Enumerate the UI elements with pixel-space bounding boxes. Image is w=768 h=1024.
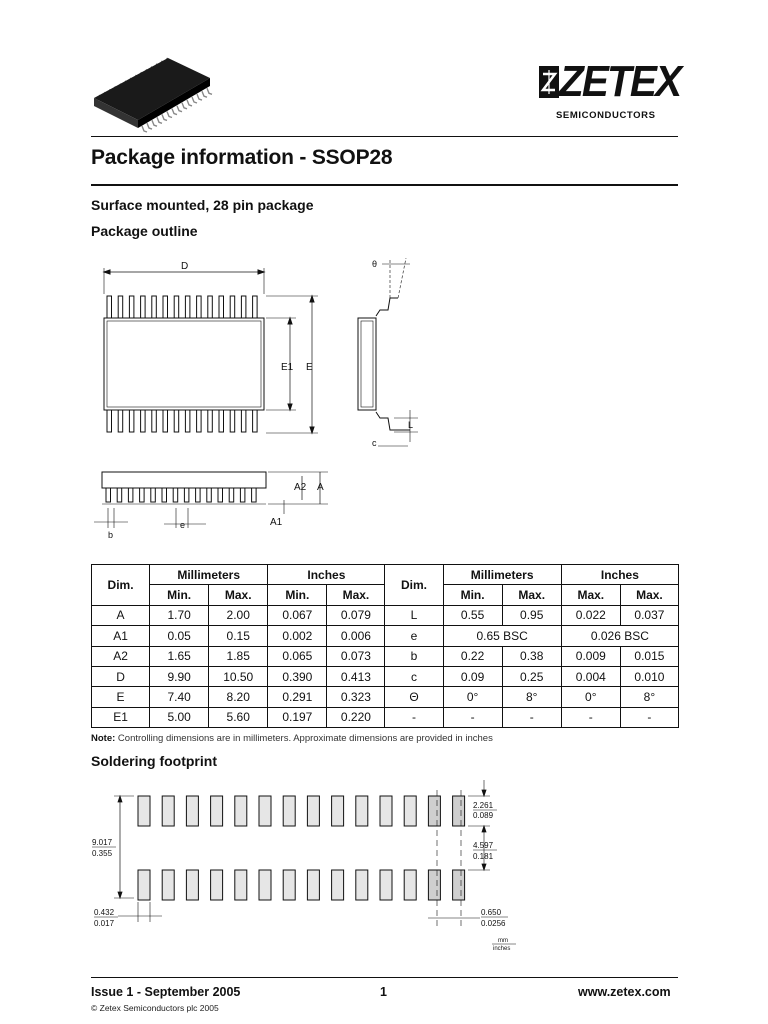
table-row <box>92 626 679 646</box>
header-max: Max. <box>327 585 385 605</box>
top-view-pin <box>118 410 123 432</box>
footprint-pad <box>211 796 223 826</box>
table-cell: A <box>92 605 150 625</box>
top-view-pin <box>152 296 157 318</box>
top-view-pin <box>163 410 168 432</box>
header-max: Max. <box>620 585 678 605</box>
header-rule-thick <box>91 184 678 186</box>
table-cell: 1.70 <box>150 605 209 625</box>
table-cell: e <box>385 626 443 646</box>
table-cell: 0.323 <box>327 687 385 707</box>
table-cell: 0.38 <box>502 646 561 666</box>
package-subtitle: Surface mounted, 28 pin package <box>91 197 314 213</box>
top-view-pin <box>241 296 246 318</box>
table-cell: 0° <box>561 687 620 707</box>
footprint-pad <box>404 796 416 826</box>
table-cell: 0.65 BSC <box>443 626 561 646</box>
header-dim-2: Dim. <box>385 565 443 606</box>
table-cell: 10.50 <box>209 666 268 686</box>
table-cell: - <box>561 707 620 727</box>
table-cell: - <box>385 707 443 727</box>
footprint-pad <box>307 796 319 826</box>
table-row <box>92 666 679 686</box>
chip-pin <box>197 94 202 100</box>
table-cell: L <box>385 605 443 625</box>
table-cell: 0.05 <box>150 626 209 646</box>
unit-inches: inches <box>493 946 511 952</box>
footprint-pad <box>235 796 247 826</box>
label-pad-w-mm: 0.432 <box>94 908 115 917</box>
footer-page-number: 1 <box>380 985 387 999</box>
table-cell: 0.006 <box>327 626 385 646</box>
table-cell: A2 <box>92 646 150 666</box>
label-gap-in: 0.181 <box>473 852 494 861</box>
outline-heading: Package outline <box>91 223 198 239</box>
top-view-pin <box>129 296 134 318</box>
header-rule-thin <box>91 136 678 137</box>
front-view-pin <box>207 488 212 502</box>
chip-pin <box>182 103 187 109</box>
front-view-pin <box>162 488 167 502</box>
top-view-pin <box>185 410 190 432</box>
footprint-pad <box>138 870 150 900</box>
footprint-pad <box>404 870 416 900</box>
table-cell: 8° <box>620 687 678 707</box>
top-view-pin <box>174 296 179 318</box>
table-cell: - <box>443 707 502 727</box>
chip-pin <box>187 100 192 106</box>
chip-pin <box>202 91 207 97</box>
top-view-pin <box>241 410 246 432</box>
chip-pin <box>157 117 162 123</box>
table-cell: 0.015 <box>620 646 678 666</box>
footprint-pad <box>162 796 174 826</box>
header-max: Max. <box>561 585 620 605</box>
table-cell: 8.20 <box>209 687 268 707</box>
footprint-pad <box>283 870 295 900</box>
front-view-pin <box>106 488 111 502</box>
top-view-pin <box>141 296 146 318</box>
table-cell: 0.037 <box>620 605 678 625</box>
top-view-pin <box>118 296 123 318</box>
package-illustration <box>88 52 218 137</box>
label-pad-len-mm: 2.261 <box>473 801 494 810</box>
chip-pin <box>172 109 177 115</box>
footprint-pad <box>453 870 465 900</box>
table-cell: 7.40 <box>150 687 209 707</box>
label-theta: θ <box>372 259 378 269</box>
label-pad-w-in: 0.017 <box>94 919 115 928</box>
top-view-pin <box>141 410 146 432</box>
front-view-pin <box>240 488 245 502</box>
top-view-pin <box>253 296 258 318</box>
table-cell: 0.073 <box>327 646 385 666</box>
top-view-pin <box>219 410 224 432</box>
chip-pin <box>162 114 167 120</box>
header-inches-2: Inches <box>561 565 678 585</box>
table-cell: 0.079 <box>327 605 385 625</box>
header-min: Min. <box>268 585 327 605</box>
table-cell: 0.022 <box>561 605 620 625</box>
table-cell: E1 <box>92 707 150 727</box>
front-view-body <box>102 472 266 488</box>
table-cell: 0.220 <box>327 707 385 727</box>
footprint-pad <box>259 870 271 900</box>
top-view-pin <box>219 296 224 318</box>
table-note <box>91 733 493 744</box>
footprint-pad <box>307 870 319 900</box>
front-view-pin <box>140 488 145 502</box>
footprint-pad <box>235 870 247 900</box>
chip-pin <box>142 126 147 132</box>
footprint-pad <box>428 796 440 826</box>
footprint-pad <box>186 796 198 826</box>
table-row <box>92 687 679 707</box>
header-max: Max. <box>209 585 268 605</box>
note-text: Controlling dimensions are in millimeters. Approximate dimensions are provided in inches <box>115 733 493 744</box>
chip-pin <box>152 120 157 126</box>
front-view-pin <box>229 488 234 502</box>
footer-rule <box>91 977 678 978</box>
label-d: D <box>181 261 189 272</box>
top-view-pin <box>107 296 112 318</box>
top-view-body-inner <box>107 321 261 407</box>
table-cell: - <box>502 707 561 727</box>
header-max: Max. <box>502 585 561 605</box>
top-view-pin <box>185 296 190 318</box>
table-cell: 0.010 <box>620 666 678 686</box>
label-gap-mm: 4.597 <box>473 841 494 850</box>
top-view-pin <box>230 296 235 318</box>
table-cell: 0.413 <box>327 666 385 686</box>
table-cell: E <box>92 687 150 707</box>
top-view-pin <box>197 296 202 318</box>
page-title: Package information - SSOP28 <box>91 146 393 169</box>
table-cell: 0.15 <box>209 626 268 646</box>
table-cell: 2.00 <box>209 605 268 625</box>
table-cell: b <box>385 646 443 666</box>
footprint-pad <box>138 796 150 826</box>
table-cell: A1 <box>92 626 150 646</box>
zetex-logo-icon <box>538 64 560 100</box>
front-view-pin <box>196 488 201 502</box>
top-view-pin <box>253 410 258 432</box>
table-cell: 1.85 <box>209 646 268 666</box>
table-cell: 1.65 <box>150 646 209 666</box>
label-e: E <box>306 362 313 373</box>
top-view-pin <box>208 410 213 432</box>
front-view-pin <box>184 488 189 502</box>
table-cell: 5.00 <box>150 707 209 727</box>
footprint-pad <box>356 870 368 900</box>
table-cell: 0° <box>443 687 502 707</box>
soldering-footprint-drawing <box>88 776 528 956</box>
header-mm-2: Millimeters <box>443 565 561 585</box>
header-mm: Millimeters <box>150 565 268 585</box>
top-view-pin <box>174 410 179 432</box>
label-a2: A2 <box>294 482 307 493</box>
footprint-pad <box>332 870 344 900</box>
footprint-pad <box>186 870 198 900</box>
brand-logo: ZETEX <box>559 57 681 106</box>
table-cell: 0.95 <box>502 605 561 625</box>
label-e1: E1 <box>281 362 294 373</box>
table-cell: 0.004 <box>561 666 620 686</box>
header-inches: Inches <box>268 565 385 585</box>
header-min: Min. <box>150 585 209 605</box>
label-pitch-mm: 0.650 <box>481 908 502 917</box>
footprint-pad <box>380 796 392 826</box>
front-view-pin <box>117 488 122 502</box>
label-l: L <box>408 420 414 430</box>
table-cell: - <box>620 707 678 727</box>
unit-mm: mm <box>498 938 508 944</box>
top-view-pins <box>107 296 257 432</box>
label-height-in: 0.355 <box>92 849 113 858</box>
table-cell: 0.026 BSC <box>561 626 678 646</box>
package-outline-drawing <box>88 252 428 544</box>
table-cell: 0.067 <box>268 605 327 625</box>
table-cell: 8° <box>502 687 561 707</box>
footprint-heading: Soldering footprint <box>91 753 217 769</box>
dimensions-table <box>91 564 679 728</box>
header-dim: Dim. <box>92 565 150 606</box>
chip-pin <box>177 106 182 112</box>
top-view-pin <box>107 410 112 432</box>
table-cell: Θ <box>385 687 443 707</box>
footer-issue: Issue 1 - September 2005 <box>91 985 241 999</box>
front-view-pin <box>218 488 223 502</box>
table-header-row <box>92 565 679 585</box>
table-row <box>92 605 679 625</box>
top-view-body <box>104 318 264 410</box>
chip-pin <box>167 112 172 118</box>
label-height-mm: 9.017 <box>92 838 113 847</box>
table-cell: c <box>385 666 443 686</box>
footprint-pad <box>283 796 295 826</box>
table-row <box>92 646 679 666</box>
end-view-lead-top <box>376 298 398 316</box>
footprint-pad <box>453 796 465 826</box>
footer-website-link[interactable]: www.zetex.com <box>578 985 671 999</box>
front-view-pin <box>128 488 133 502</box>
table-cell: 0.197 <box>268 707 327 727</box>
front-view-pin <box>151 488 156 502</box>
table-cell: 0.25 <box>502 666 561 686</box>
label-c: c <box>372 438 377 448</box>
footprint-pad <box>332 796 344 826</box>
table-cell: 0.09 <box>443 666 502 686</box>
front-view-pin <box>173 488 178 502</box>
top-view-pin <box>208 296 213 318</box>
top-view-pin <box>163 296 168 318</box>
label-a1: A1 <box>270 517 283 528</box>
label-e-pitch: e <box>180 520 186 530</box>
front-view-pin <box>252 488 257 502</box>
table-cell: 0.55 <box>443 605 502 625</box>
footer-copyright: © Zetex Semiconductors plc 2005 <box>91 1003 219 1013</box>
table-cell: 0.002 <box>268 626 327 646</box>
footprint-pad <box>428 870 440 900</box>
chip-pin <box>192 97 197 103</box>
label-pad-len-in: 0.089 <box>473 811 494 820</box>
table-row <box>92 707 679 727</box>
footprint-pad <box>211 870 223 900</box>
table-cell: 0.009 <box>561 646 620 666</box>
top-view-pin <box>152 410 157 432</box>
table-cell: 0.065 <box>268 646 327 666</box>
note-label: Note: <box>91 733 116 744</box>
footprint-pad <box>356 796 368 826</box>
chip-pin <box>207 88 212 94</box>
header-min: Min. <box>443 585 502 605</box>
footprint-pad <box>162 870 174 900</box>
table-cell: 0.22 <box>443 646 502 666</box>
brand-subtitle: SEMICONDUCTORS <box>556 110 656 121</box>
footprint-pad <box>380 870 392 900</box>
top-view-pin <box>197 410 202 432</box>
label-a: A <box>317 482 324 493</box>
top-view-pin <box>129 410 134 432</box>
top-view-pin <box>230 410 235 432</box>
footprint-pads <box>138 796 465 900</box>
label-b: b <box>108 530 114 540</box>
table-cell: 9.90 <box>150 666 209 686</box>
footprint-pad <box>259 796 271 826</box>
front-view-pins <box>106 488 256 502</box>
table-cell: D <box>92 666 150 686</box>
chip-pin <box>147 123 152 129</box>
table-cell: 5.60 <box>209 707 268 727</box>
label-pitch-in: 0.0256 <box>481 919 506 928</box>
table-cell: 0.291 <box>268 687 327 707</box>
table-cell: 0.390 <box>268 666 327 686</box>
end-view-lead-bottom <box>376 412 410 430</box>
